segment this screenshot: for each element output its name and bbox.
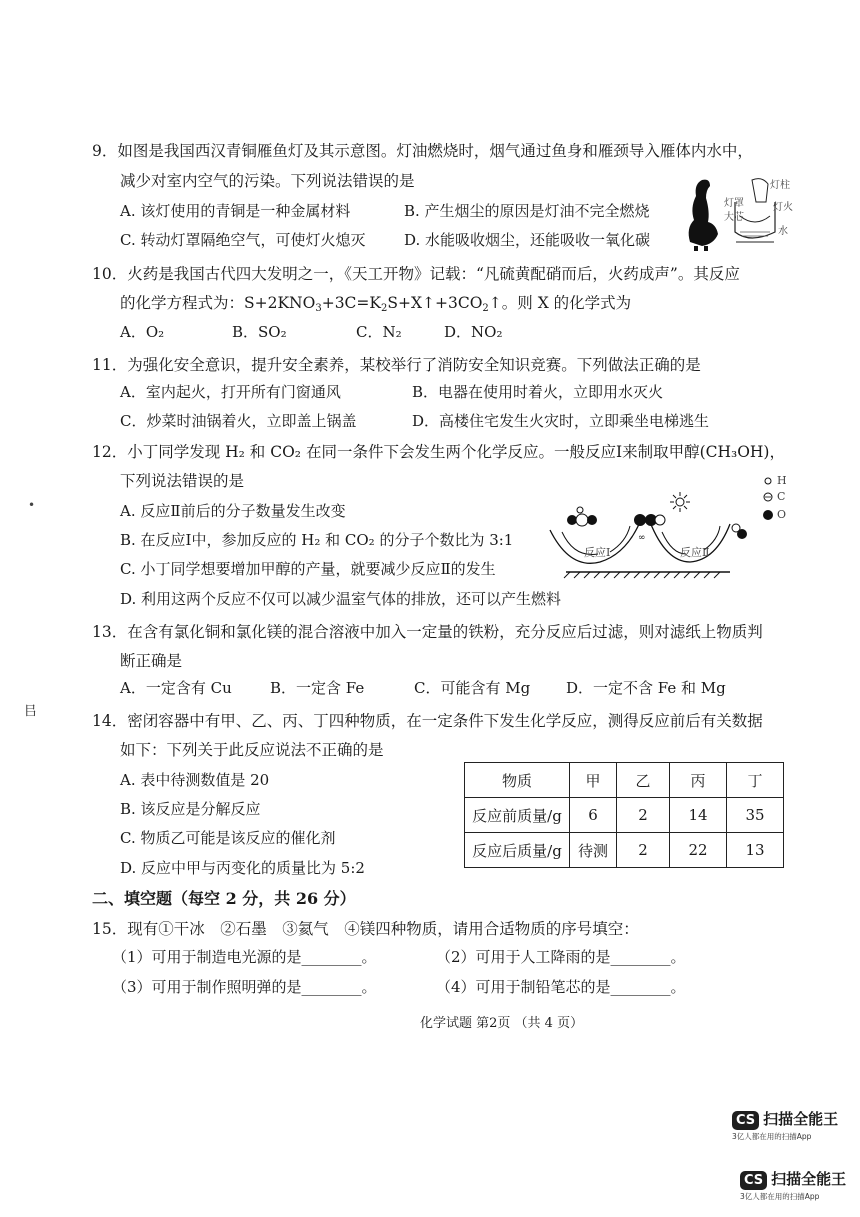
- q9-option-b: B. 产生烟尘的原因是灯油不完全燃烧: [404, 202, 650, 220]
- legend-c: C: [777, 490, 786, 503]
- q15-stem: 15．现有①干冰 ②石墨 ③氦气 ④镁四种物质，请用合适物质的序号填空：: [92, 920, 639, 938]
- q12-option-d: D. 利用这两个反应不仅可以减少温室气体的排放，还可以产生燃料: [120, 590, 562, 608]
- table-header-row: [465, 763, 784, 798]
- molecule-co2: [567, 514, 597, 526]
- q14-stem-line1: 14．密闭容器中有甲、乙、丙、丁四种物质，在一定条件下发生化学反应，测得反应前后有关数据: [92, 712, 763, 730]
- margin-dot: •: [28, 498, 36, 512]
- q9-fig-label-top: 灯柱: [770, 180, 790, 191]
- q12-option-c: C. 小丁同学想要增加甲醇的产量，就要减少反应Ⅱ的发生: [120, 560, 496, 578]
- table-row: [465, 798, 784, 833]
- cs-logo-icon: CS: [732, 1111, 759, 1130]
- q12-stem-line1: 12．小丁同学发现 H₂ 和 CO₂ 在同一条件下会发生两个化学反应。一般反应Ⅰ来制取甲醇(CH₃OH)，: [92, 443, 785, 461]
- sun-icon: [670, 492, 690, 512]
- scanner-watermark: [732, 1108, 838, 1142]
- q9-fig-label-bottom: 水: [778, 226, 788, 237]
- page-footer: 化学试题 第2页 （共 4 页）: [420, 1016, 584, 1031]
- q11-option-d: D．高楼住宅发生火灾时，立即乘坐电梯逃生: [412, 412, 710, 430]
- q12-option-a: A. 反应Ⅱ前后的分子数量发生改变: [120, 502, 346, 520]
- q14-option-b: B. 该反应是分解反应: [120, 800, 261, 818]
- section-2-heading: 二、填空题（每空 2 分，共 26 分）: [92, 889, 356, 908]
- svg-text:∞: ∞: [638, 533, 646, 543]
- table-header-cell: 乙: [617, 763, 670, 798]
- watermark-subtitle: 3亿人都在用的扫描App: [740, 1192, 820, 1201]
- q13-option-b: B．一定含 Fe: [270, 679, 365, 697]
- legend-o: O: [777, 508, 787, 521]
- table-cell: 反应前质量/g: [465, 798, 570, 833]
- legend-h: H: [777, 474, 787, 487]
- mass-data-table: [464, 762, 784, 868]
- reaction-diagram: [540, 470, 840, 580]
- q9-fig-label-left: 灯罩: [724, 198, 744, 209]
- q13-stem-line1: 13．在含有氯化铜和氯化镁的混合溶液中加入一定量的铁粉，充分反应后过滤，则对滤纸上物质判: [92, 623, 763, 641]
- q10-option-a: A．O₂: [120, 323, 165, 341]
- table-header-cell: 甲: [570, 763, 617, 798]
- scanner-watermark-2: [740, 1168, 846, 1202]
- q12-stem-line2: 下列说法错误的是: [120, 472, 245, 490]
- q9-option-c: C. 转动灯罩隔绝空气，可使灯火熄灭: [120, 231, 366, 249]
- table-header-cell: 丙: [670, 763, 727, 798]
- cs-logo-icon: CS: [740, 1171, 767, 1190]
- q15-part1: （1）可用于制造电光源的是________。: [112, 948, 377, 966]
- q9-stem-line2: 减少对室内空气的污染。下列说法错误的是: [120, 172, 415, 190]
- q10-stem-line1: 10．火药是我国古代四大发明之一，《天工开物》记载：“凡硫黄配硝而后，火药成声”。其反应: [92, 265, 740, 283]
- q9-fig-label-right: 灯火: [773, 202, 793, 213]
- table-header-cell: 丁: [727, 763, 784, 798]
- q10-option-b: B．SO₂: [232, 323, 287, 341]
- q9-stem-line1: 9．如图是我国西汉青铜雁鱼灯及其示意图。灯油燃烧时，烟气通过鱼身和雁颈导入雁体内水中，: [92, 142, 753, 160]
- table-cell: 14: [670, 798, 727, 833]
- q11-option-b: B．电器在使用时着火，立即用水灭火: [412, 383, 664, 401]
- watermark-title: 扫描全能王: [763, 1110, 839, 1128]
- table-cell: 反应后质量/g: [465, 833, 570, 868]
- reaction2-label: 反应Ⅱ: [680, 546, 710, 559]
- table-cell: 2: [617, 798, 670, 833]
- q14-stem-line2: 如下：下列关于此反应说法不正确的是: [120, 741, 384, 759]
- table-cell: 待测: [570, 833, 617, 868]
- q14-option-d: D. 反应中甲与丙变化的质量比为 5:2: [120, 859, 365, 877]
- margin-mark: 㠯: [24, 704, 38, 719]
- table-cell: 6: [570, 798, 617, 833]
- table-row: [465, 833, 784, 868]
- q11-option-a: A．室内起火，打开所有门窗通风: [120, 383, 341, 401]
- q11-stem: 11．为强化安全意识，提升安全素养，某校举行了消防安全知识竞赛。下列做法正确的是: [92, 356, 701, 374]
- q9-option-d: D. 水能吸收烟尘，还能吸收一氧化碳: [404, 231, 651, 249]
- table-cell: 35: [727, 798, 784, 833]
- q14-option-a: A. 表中待测数值是 20: [120, 771, 270, 789]
- q15-part2: （2）可用于人工降雨的是________。: [436, 948, 686, 966]
- q11-option-c: C．炒菜时油锅着火，立即盖上锅盖: [120, 412, 357, 430]
- table-cell: 2: [617, 833, 670, 868]
- q15-part4: （4）可用于制铅笔芯的是________。: [436, 978, 686, 996]
- q13-option-d: D．一定不含 Fe 和 Mg: [566, 679, 726, 697]
- table-cell: 13: [727, 833, 784, 868]
- reaction1-label: 反应Ⅰ: [584, 546, 611, 559]
- table-cell: 22: [670, 833, 727, 868]
- q10-option-d: D．NO₂: [444, 323, 503, 341]
- watermark-subtitle: 3亿人都在用的扫描App: [732, 1132, 812, 1141]
- table-header-cell: 物质: [465, 763, 570, 798]
- q13-stem-line2: 断正确是: [120, 652, 183, 670]
- q14-option-c: C. 物质乙可能是该反应的催化剂: [120, 829, 336, 847]
- q12-option-b: B. 在反应Ⅰ中，参加反应的 H₂ 和 CO₂ 的分子个数比为 3:1: [120, 531, 514, 549]
- q13-option-c: C．可能含有 Mg: [414, 679, 531, 697]
- q10-option-c: C．N₂: [356, 323, 402, 341]
- watermark-title: 扫描全能王: [771, 1170, 847, 1188]
- q9-option-a: A. 该灯使用的青铜是一种金属材料: [120, 202, 351, 220]
- q13-option-a: A．一定含有 Cu: [120, 679, 232, 697]
- q10-stem-line2: 的化学方程式为：$S+2KNO_3+3C=K_2S+X↑+3CO_2↑$。则 X 的化学式为: [120, 294, 632, 314]
- q15-part3: （3）可用于制作照明弹的是________。: [112, 978, 377, 996]
- q9-fig-label-mid: 大芯: [724, 212, 744, 223]
